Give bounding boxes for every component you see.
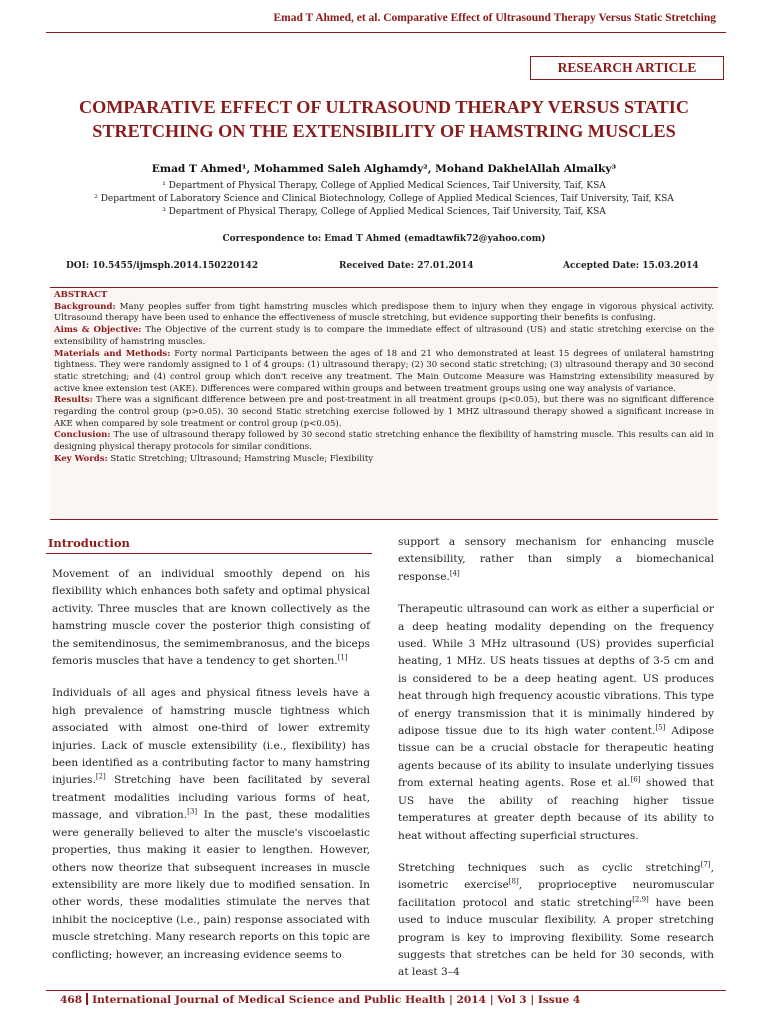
abstract-results: Results: There was a significant difference between pre and post-treatment in all treatment groups (p<0.05), but there was no significant difference regarding the control group (p>0.05). 30 second Static stretching exercise followed by 1 MHZ ultrasound therapy showed a significant increase in AKE when compared by sole treatment or control group (p<0.05). — [54, 395, 714, 429]
citation-ref[interactable]: [1] — [337, 653, 348, 662]
section-heading-introduction: Introduction — [46, 533, 372, 554]
abstract-keywords: Key Words: Static Stretching; Ultrasound; Hamstring Muscle; Flexibility — [54, 453, 374, 464]
author-list: Emad T Ahmed¹, Mohammed Saleh Alghamdy², Mohand DakhelAllah Almalky³ — [151, 163, 617, 175]
correspondence: Correspondence to: Emad T Ahmed (emadtawfik72@yahoo.com) — [222, 234, 546, 244]
affiliation-3: ³ Department of Physical Therapy, College of Applied Medical Sciences, Taif University, Taif, KSA — [162, 207, 606, 217]
abstract-background: Background: Many peoples suffer from tight hamstring muscles which predispose them to injury when they engage in vigorous physical activity. Ultrasound therapy have been used to enhance the effectiveness of muscle stretching, but evidence supporting their benefits is confusing. — [54, 301, 714, 324]
footer-rule — [46, 990, 726, 991]
page-footer — [60, 993, 580, 1006]
abstract-box — [50, 287, 718, 520]
received-date: Received Date: 27.01.2014 — [339, 261, 474, 271]
title-line-2: STRETCHING ON THE EXTENSIBILITY OF HAMSTRING MUSCLES — [92, 121, 676, 141]
citation-ref[interactable]: [8] — [508, 877, 519, 886]
abstract-conclusion: Conclusion: The use of ultrasound therapy followed by 30 second static stretching enhance the flexibility of hamstring muscle. This results can aid in designing physical therapy protocols for similar conditions. — [54, 430, 714, 453]
citation-ref[interactable]: [7] — [700, 860, 711, 869]
citation-ref[interactable]: [3] — [187, 807, 198, 816]
abstract-heading: ABSTRACT — [54, 290, 108, 300]
affiliation-1: ¹ Department of Physical Therapy, College of Applied Medical Sciences, Taif University, Taif, KSA — [162, 181, 606, 191]
citation-ref[interactable]: [2,9] — [632, 895, 649, 904]
doi[interactable]: DOI: 10.5455/ijmsph.2014.150220142 — [66, 261, 259, 271]
left-column — [52, 566, 370, 979]
affiliation-2: ² Department of Laboratory Science and Clinical Biotechnology, College of Applied Medical Sciences, Taif University, Taif, KSA — [94, 194, 674, 204]
left-paragraph-1: Movement of an individual smoothly depend on his flexibility which enhances both safety and optimal physical activity. Three muscles that are known collectively as the hamstring muscle cover the posterior thigh consisting of the semitendinosus, the semimembranosus, and the biceps femoris muscles that have a tendency to get shorten.[1] — [52, 568, 370, 668]
footer-divider — [86, 993, 88, 1005]
left-paragraph-2: Individuals of all ages and physical fitness levels have a high prevalence of hamstring muscle tightness which associated with almost one-third of lower extremity injuries. Lack of muscle extensibility (i.e., flexibility) has been identified as a contributing factor to many hamstring injuries.[2] Stretching have been facilitated by several treatment modalities including various forms of heat, massage, and vibration.[3] In the past, these modalities were generally believed to alter the muscle's viscoelastic properties, thus making it easier to lengthen. However, others now theorize that subsequent increases in muscle extensibility are more likely due to modified sensation. In other words, these modalities stimulate the nerves that inhibit the nociceptive (i.e., pain) response associated with muscle stretching. Many research reports on this topic are conflicting; however, an increasing evidence seems to — [52, 687, 371, 961]
journal-citation: International Journal of Medical Science and Public Health | 2014 | Vol 3 | Issue 4 — [92, 994, 581, 1006]
citation-ref[interactable]: [6] — [630, 775, 641, 784]
page-number: 468 — [60, 994, 83, 1006]
citation-ref[interactable]: [5] — [655, 723, 666, 732]
citation-ref[interactable]: [4] — [449, 569, 460, 578]
right-paragraph-1: support a sensory mechanism for enhancing muscle extensibility, rather than simply a biomechanical response.[4] — [398, 536, 714, 583]
header-rule — [46, 32, 726, 33]
citation-ref[interactable]: [2] — [95, 772, 106, 781]
right-paragraph-2: Therapeutic ultrasound can work as either a superficial or a deep heating modality depending on the frequency used. While 3 MHz ultrasound (US) provides superficial heating, 1 MHz. US heats tissues at depths of 3-5 cm and is considered to be a deep heating agent. US produces heat through high frequency acoustic vibrations. This type of energy transmission that it is minimally hindered by adipose tissue due to its high water content.[5] Adipose tissue can be a crucial obstacle for therapeutic heating agents because of its ability to insulate underlying tissues from external heating agents. Rose et al.[6] showed that US have the ability of reaching higher tissue temperatures at greater depth because of its ability to heat without affecting superficial structures. — [398, 603, 714, 842]
abstract-aims: Aims & Objective: The Objective of the current study is to compare the immediate effect of ultrasound (US) and static stretching exercise on the extensibility of hamstring muscles. — [54, 325, 714, 347]
title-line-1: COMPARATIVE EFFECT OF ULTRASOUND THERAPY VERSUS STATIC — [78, 97, 690, 117]
accepted-date: Accepted Date: 15.03.2014 — [563, 261, 699, 271]
running-head: Emad T Ahmed, et al. Comparative Effect of Ultrasound Therapy Versus Static Stretching — [273, 12, 716, 24]
right-column — [398, 534, 714, 997]
paper-title — [40, 95, 728, 143]
article-type-badge: RESEARCH ARTICLE — [530, 56, 724, 80]
abstract-methods: Materials and Methods: Forty normal Participants between the ages of 18 and 21 who demonstrated at least 15 degrees of unilateral hamstring tightness. They were randomly assigned to 1 of 4 groups: (1) ultrasound therapy; (2) 30 second static stretching; (3) ultrasound therapy and 30 second static stretching; and (4) control group which don't receive any treatment. The Main Outcome Measure was Hamstring extensibility measured by active knee extension test (AKE). Differences were compared within groups and between treatment groups using one way analysis of variance. — [54, 348, 714, 394]
right-paragraph-3: Stretching techniques such as cyclic stretching[7], isometric exercise[8], proprioceptive neuromuscular facilitation protocol and static stretching[2,9] have been used to induce muscular flexibility. A proper stretching program is key to improving flexibility. Some research suggests that stretches can be held for 30 seconds, with at least 3–4 — [398, 860, 714, 979]
